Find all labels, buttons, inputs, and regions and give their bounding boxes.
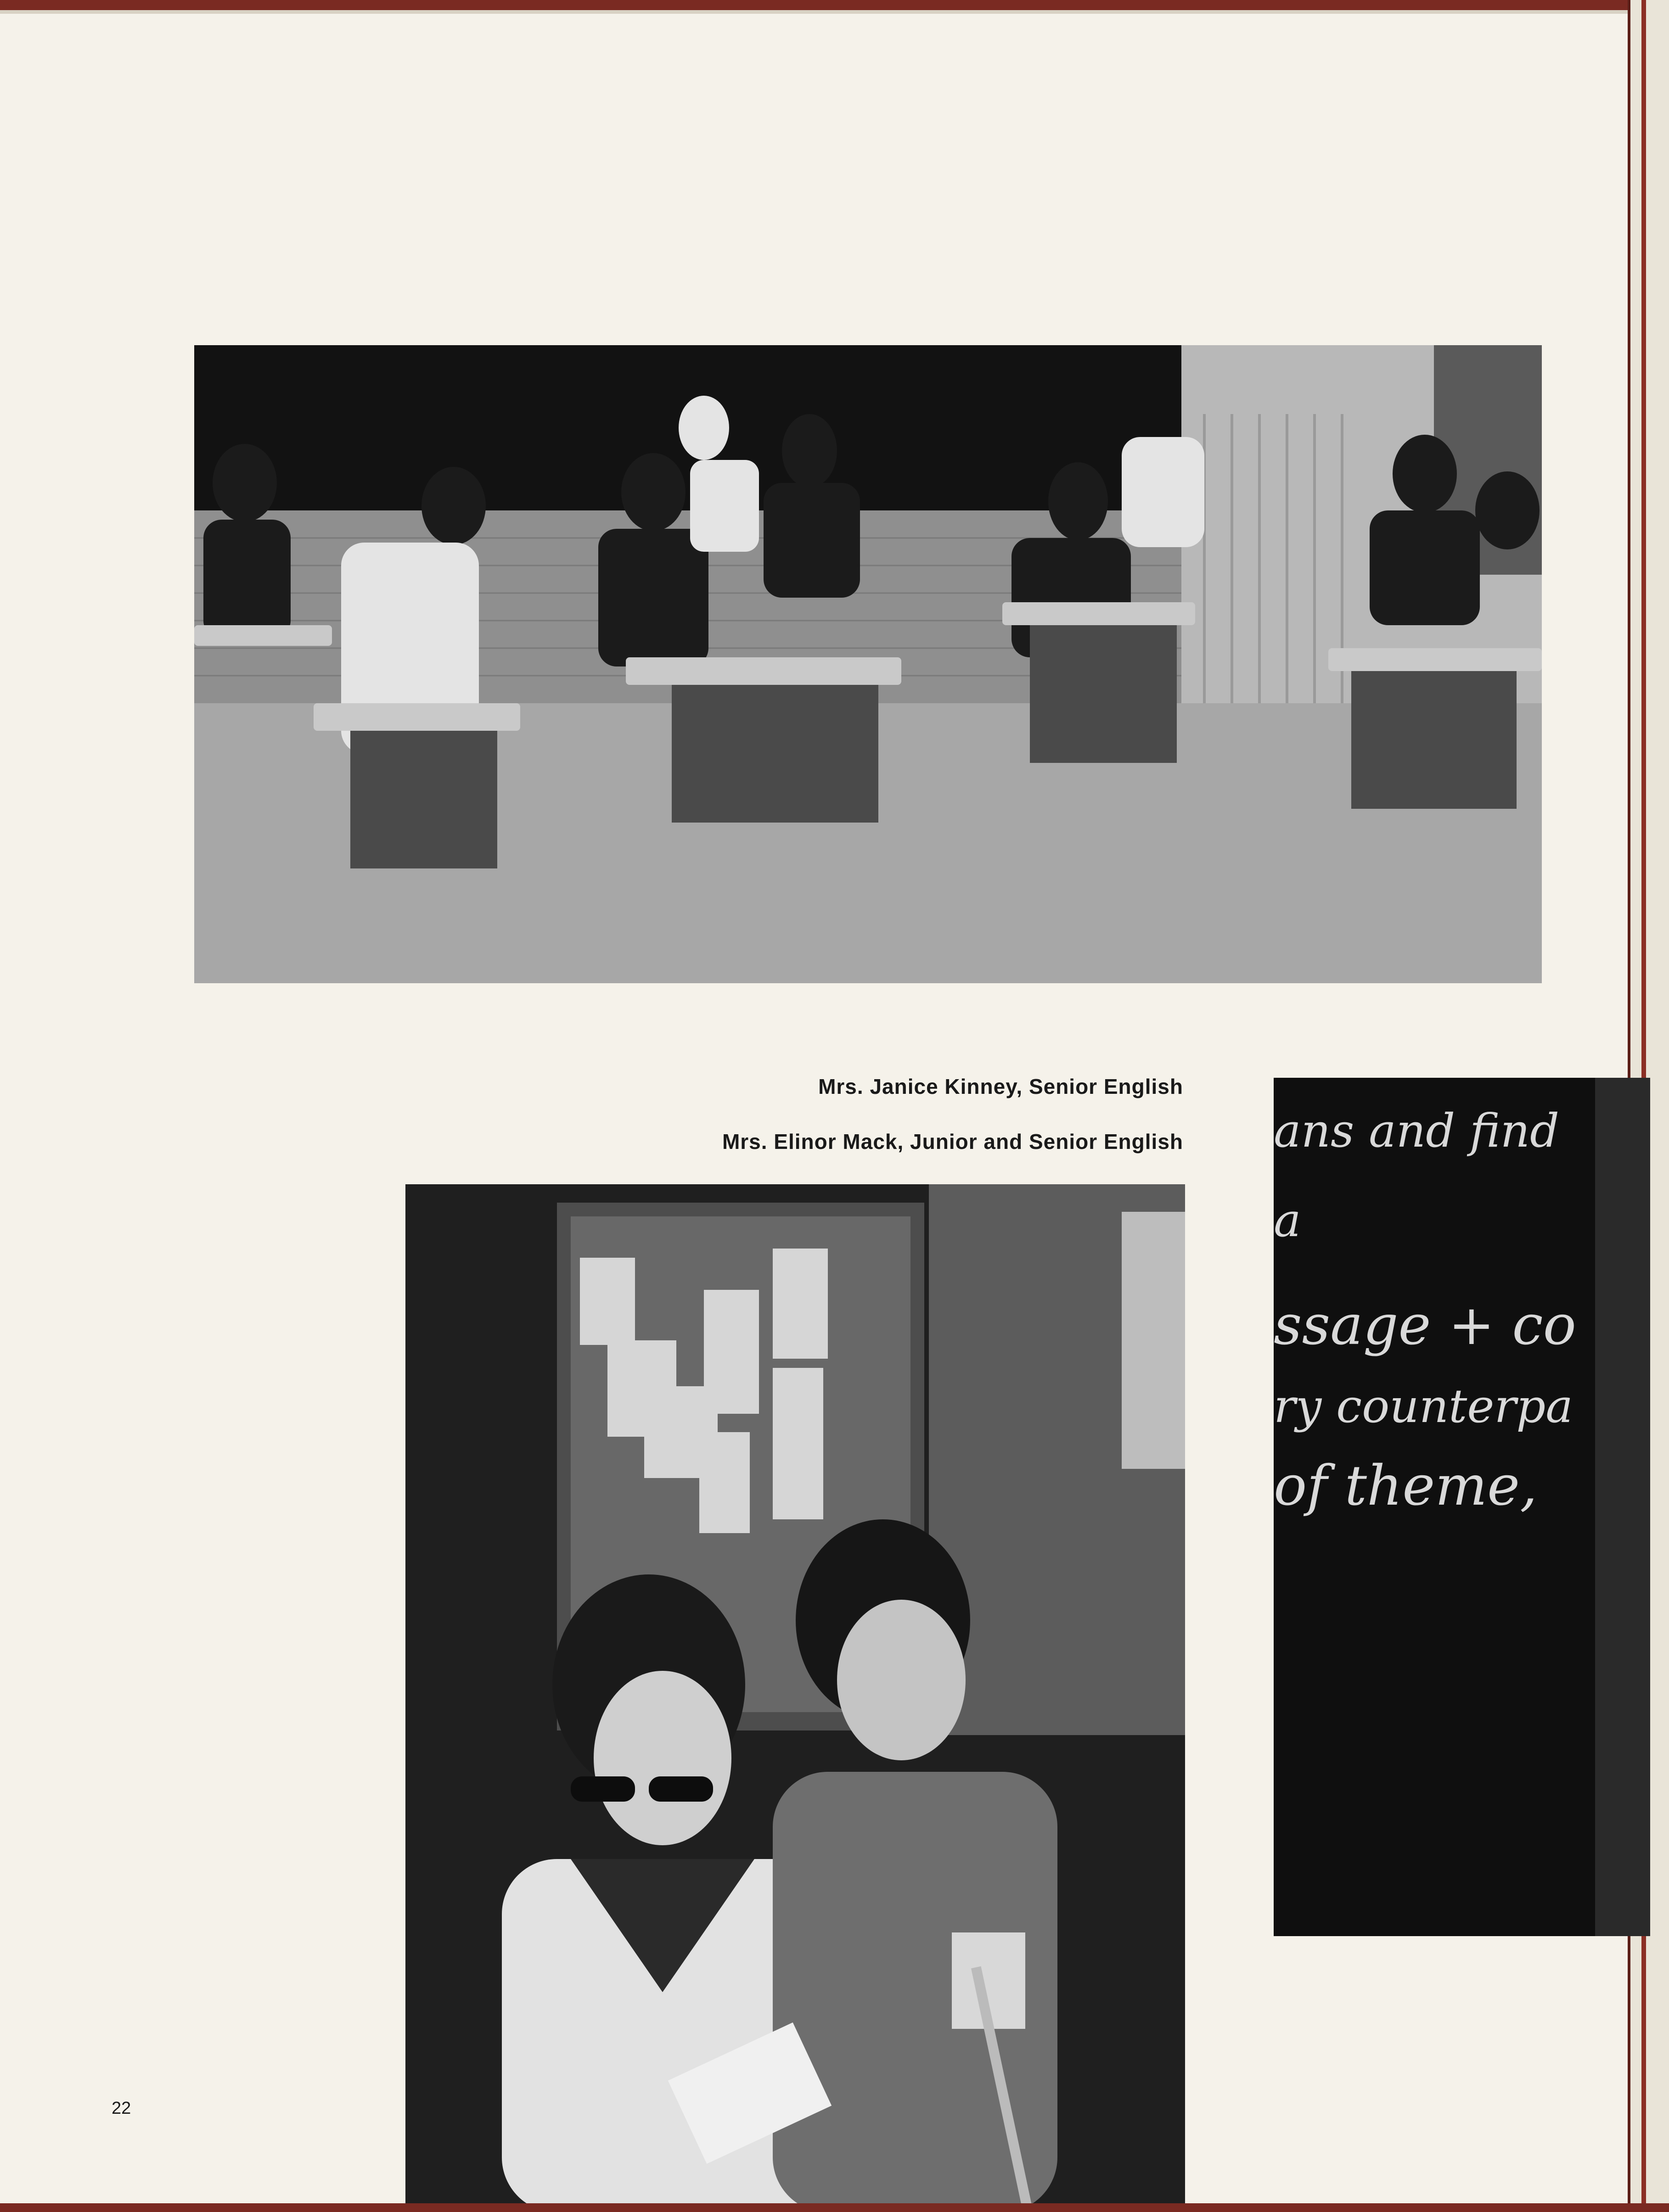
chalkboard-photo	[1274, 1078, 1650, 1936]
chalk-line-3: ssage + co	[1274, 1294, 1576, 1357]
classroom-students-photo	[194, 345, 1542, 983]
chalk-line-1: ans and find	[1274, 1104, 1560, 1158]
page-number: 22	[112, 2099, 131, 2118]
chalk-line-2: a	[1274, 1193, 1301, 1247]
caption-kinney: Mrs. Janice Kinney, Senior English	[818, 1075, 1183, 1098]
top-border-shadow	[0, 10, 1669, 14]
teachers-photo	[405, 1184, 1185, 2212]
top-border	[0, 0, 1669, 10]
chalk-line-4: ry counterpa	[1274, 1379, 1573, 1433]
caption-mack: Mrs. Elinor Mack, Junior and Senior English	[722, 1130, 1183, 1154]
chalk-line-5: of theme,	[1274, 1454, 1538, 1518]
bottom-border	[0, 2203, 1669, 2212]
